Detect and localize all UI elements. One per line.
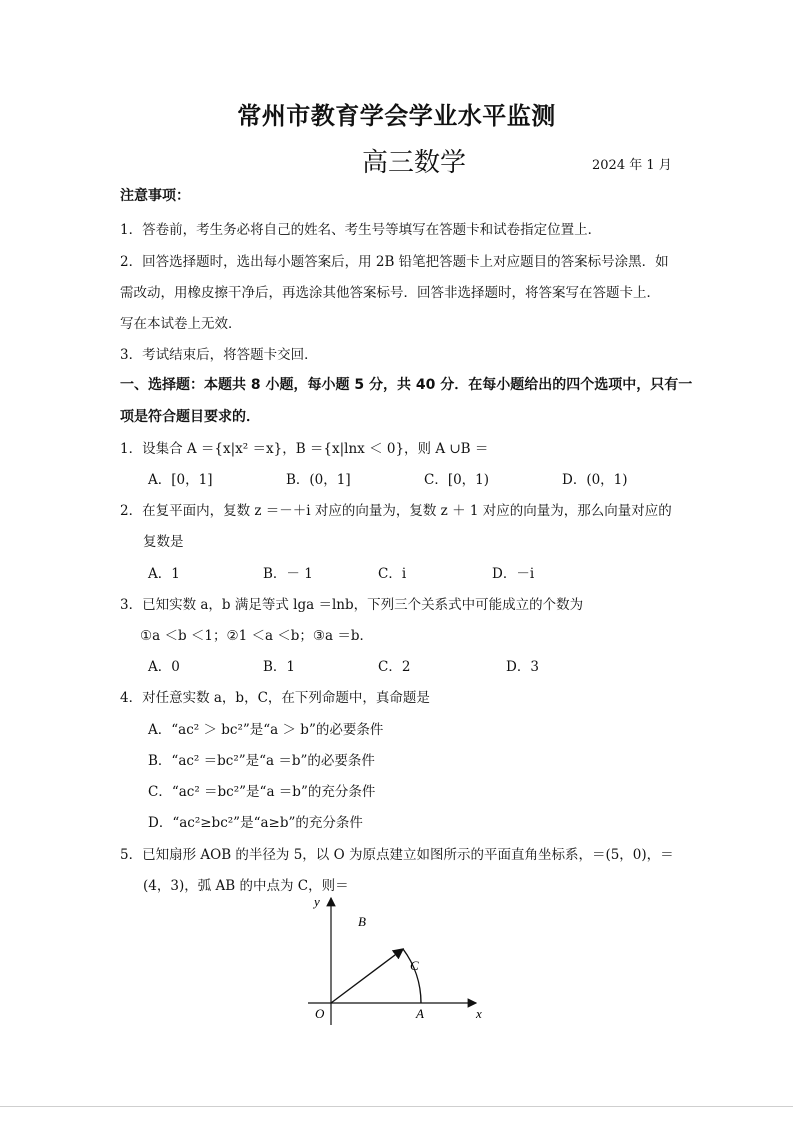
q1-stem: 1．设集合 A ＝{x|x² ＝x}，B ＝{x|lnx ＜ 0}，则 A ∪B ＝	[120, 441, 489, 457]
notice-heading: 注意事项：	[120, 188, 190, 204]
q4-stem: 4．对任意实数 a，b，C，在下列命题中，真命题是	[120, 690, 430, 706]
q3-option-c: C．2	[378, 659, 411, 675]
label-y: y	[314, 894, 320, 909]
notice-item-2-line-1: 2．回答选择题时，选出每小题答案后，用 2B 铅笔把答题卡上对应题目的答案标号涂黑．如	[120, 254, 669, 270]
q2-option-d: D．－i	[492, 566, 535, 582]
q1-option-d: D．(0，1)	[562, 472, 628, 488]
label-b: B	[358, 914, 366, 929]
page-subtitle: 高三数学	[362, 148, 467, 178]
q1-option-a: A．[0，1]	[148, 472, 213, 488]
q4-option-d: D．“ac²≥bc²”是“a≥b”的充分条件	[148, 815, 363, 831]
q1-option-b: B．(0，1]	[286, 472, 351, 488]
q3-stem: 3．已知实数 a，b 满足等式 lga ＝lnb，下列三个关系式中可能成立的个数为	[120, 597, 584, 613]
q2-option-a: A．1	[148, 566, 180, 582]
q2-option-c: C．i	[378, 566, 407, 582]
exam-date: 2024 年 1 月	[592, 158, 672, 173]
q4-option-b: B．“ac² ＝bc²”是“a ＝b”的必要条件	[148, 753, 375, 769]
label-a: A	[416, 1006, 424, 1021]
label-c: C	[410, 958, 419, 973]
vector-ob	[331, 949, 403, 1003]
q3-conditions: ①a ＜b ＜1；②1 ＜a ＜b；③a ＝b．	[140, 628, 374, 644]
notice-item-2-line-2: 需改动，用橡皮擦干净后，再选涂其他答案标号．回答非选择题时，将答案写在答题卡上．	[120, 285, 660, 301]
notice-item-3: 3．考试结束后，将答题卡交回．	[120, 347, 318, 363]
q4-option-a: A．“ac² ＞ bc²”是“a ＞ b”的必要条件	[148, 722, 384, 738]
section-heading-line-1: 一、选择题：本题共 8 小题，每小题 5 分，共 40 分．在每小题给出的四个选项中，只有一	[120, 377, 693, 393]
q3-option-b: B．1	[263, 659, 296, 675]
q2-stem-line-2: 复数是	[143, 534, 184, 550]
q3-option-d: D．3	[506, 659, 539, 675]
notice-item-1: 1．答卷前，考生务必将自己的姓名、考生号等填写在答题卡和试卷指定位置上．	[120, 222, 602, 238]
q2-stem-line-1: 2．在复平面内，复数 z ＝－＋i 对应的向量为，复数 z ＋ 1 对应的向量为，那么向量对应的	[120, 503, 672, 519]
label-x: x	[476, 1006, 482, 1021]
label-o: O	[315, 1006, 325, 1021]
q5-stem-line-1: 5．已知扇形 AOB 的半径为 5，以 O 为原点建立如图所示的平面直角坐标系，＝(5，0)，＝	[120, 847, 674, 863]
sector-figure	[300, 890, 500, 1030]
q2-option-b: B．－ 1	[263, 566, 313, 582]
page-title: 常州市教育学会学业水平监测	[237, 102, 556, 130]
notice-item-2-line-3: 写在本试卷上无效．	[120, 316, 242, 332]
q4-option-c: C．“ac² ＝bc²”是“a ＝b”的充分条件	[148, 784, 376, 800]
section-heading-line-2: 项是符合题目要求的．	[120, 409, 260, 425]
q3-option-a: A．0	[148, 659, 180, 675]
q1-option-c: C．[0，1)	[424, 472, 490, 488]
page-bottom-rule	[0, 1106, 793, 1107]
q5-stem-line-2: (4，3)，弧 AB 的中点为 C，则＝	[143, 878, 349, 894]
